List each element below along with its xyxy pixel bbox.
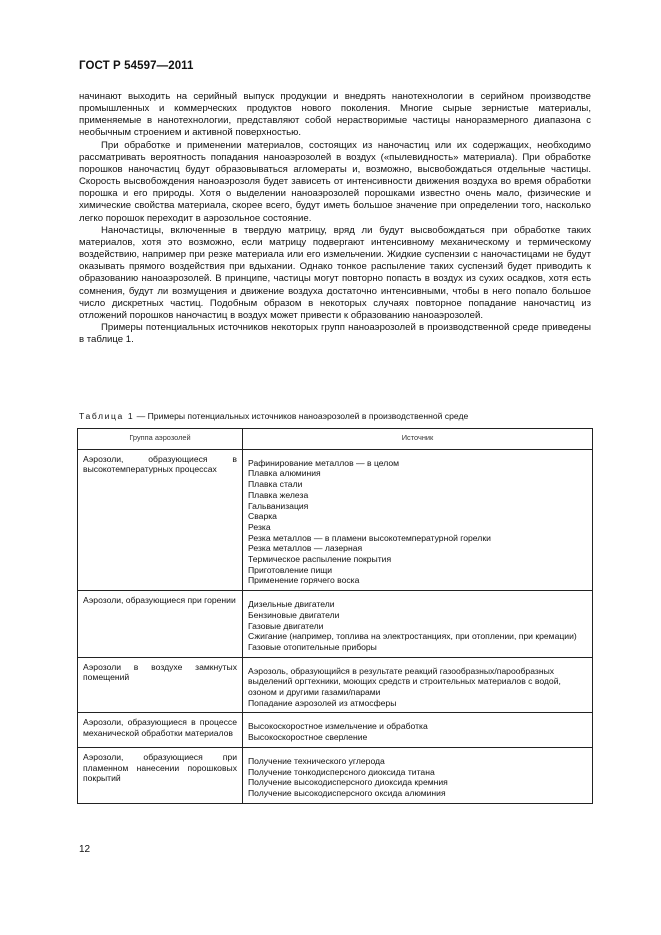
source-item: Применение горячего воска	[248, 575, 360, 586]
source-item: Резка металлов — в пламени высокотемпературной горелки	[248, 532, 491, 543]
table-caption	[79, 411, 599, 421]
table-row	[78, 713, 593, 747]
source-item: Получение тонкодисперсного диоксида титана	[248, 766, 435, 777]
paragraph: Примеры потенциальных источников некоторых групп наноаэрозолей в производственной среде приведены в таблице 1.	[79, 321, 591, 346]
source-item: Резка металлов — лазерная	[248, 543, 363, 554]
source-item: Газовые отопительные приборы	[248, 641, 377, 652]
paragraph: начинают выходить на серийный выпуск продукции и внедрять нанотехнологии в серийном производстве промышленных и коммерческих продуктов нового поколения. Многие сырые зернистые материалы, применяемые в нанотехнологии, представляют собой нерастворимые частицы наноразмерного диапазона с необычным строением и активной поверхностью.	[79, 91, 591, 139]
source-item: Газовые двигатели	[248, 620, 324, 631]
source-list-cell	[243, 449, 593, 590]
table-row	[78, 449, 593, 590]
source-item: Приготовление пищи	[248, 564, 333, 575]
source-item: Высокоскоростное измельчение и обработка	[248, 721, 428, 732]
aerosol-group-cell: Аэрозоли, образующиеся в высокотемпературных процессах	[78, 449, 243, 590]
sources-table	[77, 428, 593, 804]
page-number: 12	[79, 844, 91, 855]
column-header-source: Источник	[243, 429, 593, 450]
source-item: Сварка	[248, 511, 277, 522]
source-item: Получение высокодисперсного оксида алюминия	[248, 787, 446, 798]
paragraph: Наночастицы, включенные в твердую матрицу, вряд ли будут высвобождаться при обработке таких материалов, хотя это возможно, если матрицу подвергают интенсивному механическому и термическому воздействию, например при резке материала или его измельчении. Жидкие суспензии с наночастицами не будут оказывать прямого воздействия при вдыхании. Однако тонкое распыление таких суспензий будет приводить к образованию наноаэрозолей. В принципе, частицы могут повторно попасть в воздух из сухих осадков, хотя есть сомнения, будут ли возмущения и движение воздуха достаточно интенсивными, чтобы в него попало большое число дискретных частиц. Подобным образом в некоторых случаях повторное попадание наночастиц из отложений порошков наночастиц в воздух может привести к образованию наноаэрозолей.	[79, 224, 591, 321]
column-header-group: Группа аэрозолей	[78, 429, 243, 450]
source-item: Плавка железа	[248, 489, 309, 500]
source-item: Бензиновые двигатели	[248, 609, 340, 620]
source-item: Рафинирование металлов — в целом	[248, 457, 400, 468]
source-item: Получение технического углерода	[248, 755, 385, 766]
table-body	[78, 449, 593, 803]
source-list-cell	[243, 657, 593, 713]
table-row	[78, 591, 593, 658]
aerosol-group-cell: Аэрозоли, образующиеся при горении	[78, 591, 243, 658]
aerosol-group-cell: Аэрозоли, образующиеся в процессе механической обработки материалов	[78, 713, 243, 747]
table-row	[78, 657, 593, 713]
source-item: Плавка стали	[248, 479, 303, 490]
source-item: Гальванизация	[248, 500, 309, 511]
source-item: Сжигание (например, топлива на электростанциях, при отоплении, при кремации)	[248, 631, 577, 642]
source-item: Высокоскоростное сверление	[248, 732, 368, 743]
table-header-row	[78, 429, 593, 450]
table-row	[78, 747, 593, 803]
source-item: Аэрозоль, образующийся в результате реакций газообразных/парообразных выделений оргтехники, моющих средств и строительных материалов с водой, озоном и другими газами/парами	[248, 665, 561, 698]
table-caption-text: — Примеры потенциальных источников наноаэрозолей в производственной среде	[134, 411, 469, 421]
paragraph: При обработке и применении материалов, состоящих из наночастиц или их содержащих, необходимо рассматривать вероятность попадания наноаэрозолей в воздух («пылевидность» материала). При обработке порошков наночастиц будут образовываться агломераты и, возможно, высвобождаться отдельные частицы. Скорость высвобождения наноаэрозоля будет зависеть от интенсивности движения воздуха во время обработки порошка и его природы. Хотя о выделении наноаэрозолей порошками известно очень мало, физические и химические свойства материала, скорее всего, будут иметь большое значение при определении того, насколько легко порошок переходит в аэрозольное состояние.	[79, 139, 591, 224]
source-list-cell	[243, 747, 593, 803]
source-item: Дизельные двигатели	[248, 599, 335, 610]
aerosol-group-cell: Аэрозоли в воздухе замкнутых помещений	[78, 657, 243, 713]
body-text	[79, 91, 591, 346]
source-item: Резка	[248, 521, 271, 532]
aerosol-group-cell: Аэрозоли, образующиеся при пламенном нанесении порошковых покрытий	[78, 747, 243, 803]
source-list-cell	[243, 591, 593, 658]
source-item: Получение высокодисперсного диоксида кремния	[248, 777, 448, 788]
source-list-cell	[243, 713, 593, 747]
source-item: Попадание аэрозолей из атмосферы	[248, 697, 397, 708]
document-code: ГОСТ Р 54597—2011	[79, 60, 194, 72]
table-caption-label: Таблица 1	[79, 411, 135, 421]
source-item: Плавка алюминия	[248, 468, 321, 479]
source-item: Термическое распыление покрытия	[248, 554, 392, 565]
